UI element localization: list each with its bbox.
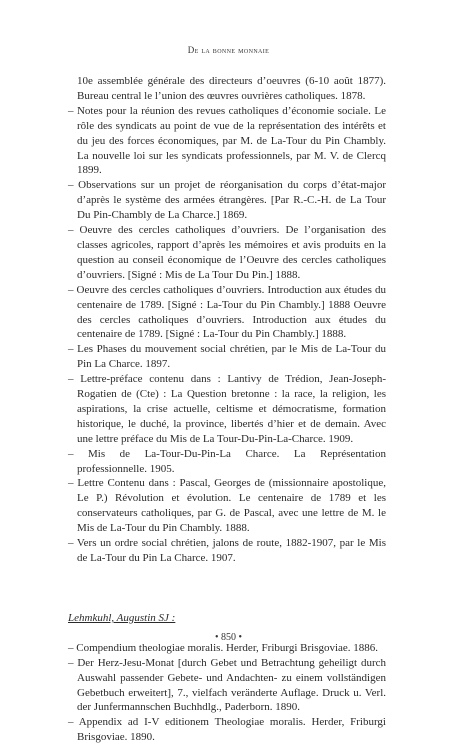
continuation-paragraph: 10e assemblée générale des directeurs d’oeuvres (6-10 août 1877). Bureau central le l’union des œuvres ouvrières catholiques. 1878. xyxy=(77,75,386,102)
running-header: De la bonne monnaie xyxy=(187,45,270,55)
bibliography-item: – Oeuvre des cercles catholiques d’ouvriers. Introduction aux études du centenaire de 1789. [Signé : La-Tour du Pin Chambly.] 1888 Oeuvre des cercles catholiques d’ouvriers. Introduction aux études du centenaire de 1789. [Signé : La-Tour du Pin Chambly.] 1888. xyxy=(68,283,386,341)
bibliography-item: – Der Herz-Jesu-Monat [durch Gebet und Betrachtung geheiligt durch Auswahl passender Gebete- und Andachten- zu einem vollständigen Gebetbuch erweitert], 7., vielfach veränderte Auflage. Druck u. Verl. der Junfermannschen Buchhdlg., Paderborn. 1890. xyxy=(68,656,386,714)
bibliography-item: – Observations sur un projet de réorganisation du corps d’état-major d’après le système des armées étrangères. [Par R.-C.-H. de La Tour Du Pin-Chambly de La Charce.] 1869. xyxy=(68,179,386,222)
bibliography-item: – Lettre Contenu dans : Pascal, Georges de (missionnaire apostolique, Le P.) Révolution et évolution. Le centenaire de 1789 et les conservateurs catholiques, par G. de Pascal, avec une lettre de M. le Mis de La-Tour du Pin Chambly. 1888. xyxy=(68,477,386,535)
bibliography-item: – Appendix ad I-V editionem Theologiae moralis. Herder, Friburgi Brisgoviae. 1890. xyxy=(68,716,386,744)
bibliography-item: – Compendium theologiae moralis. Herder, Friburgi Brisgoviae. 1886. xyxy=(68,641,379,654)
page-body xyxy=(68,74,386,745)
page-number: • 850 • xyxy=(214,632,242,643)
bibliography-item: – Les Phases du mouvement social chrétien, par le Mis de La-Tour du Pin La Charce. 1897. xyxy=(68,343,386,371)
bibliography-item: – Oeuvre des cercles catholiques d’ouvriers. De l’organisation des classes agricoles, rapport d’après les mémoires et avis produits en la question au conseil économique de l’Oeuvre des cercles catholiques d’ouvriers. [Signé : Mis de La Tour Du Pin.] 1888. xyxy=(68,224,386,281)
author-heading: Lehmkuhl, Augustin SJ : xyxy=(68,611,176,624)
bibliography-item: – Mis de La-Tour-Du-Pin-La Charce. La Représentation professionnelle. 1905. xyxy=(68,447,386,475)
bibliography-item: – Notes pour la réunion des revues catholiques d’économie sociale. Le rôle des syndicats au point de vue de la représentation des intérêts et du jeu des forces économiques, par M. de La-Tour du Pin Chambly. La nouvelle loi sur les syndicats professionnels, par M. V. de Clercq 1899. xyxy=(68,104,386,177)
bibliography-item: – Vers un ordre social chrétien, jalons de route, 1882-1907, par le Mis de La-Tour du Pin La Charce. 1907. xyxy=(68,537,386,564)
bibliography-item: – Lettre-préface contenu dans : Lantivy de Trédion, Jean-Joseph-Rogatien de (Cte) : La Question bretonne : la race, la religion, les aspirations, la crise actuelle, celtisme et démocratisme, formation historique, le duché, la province, libertés d’hier et de demain. Avec une lettre préface du Mis de La Tour-Du-Pin-La-Charce. 1909. xyxy=(68,373,386,445)
